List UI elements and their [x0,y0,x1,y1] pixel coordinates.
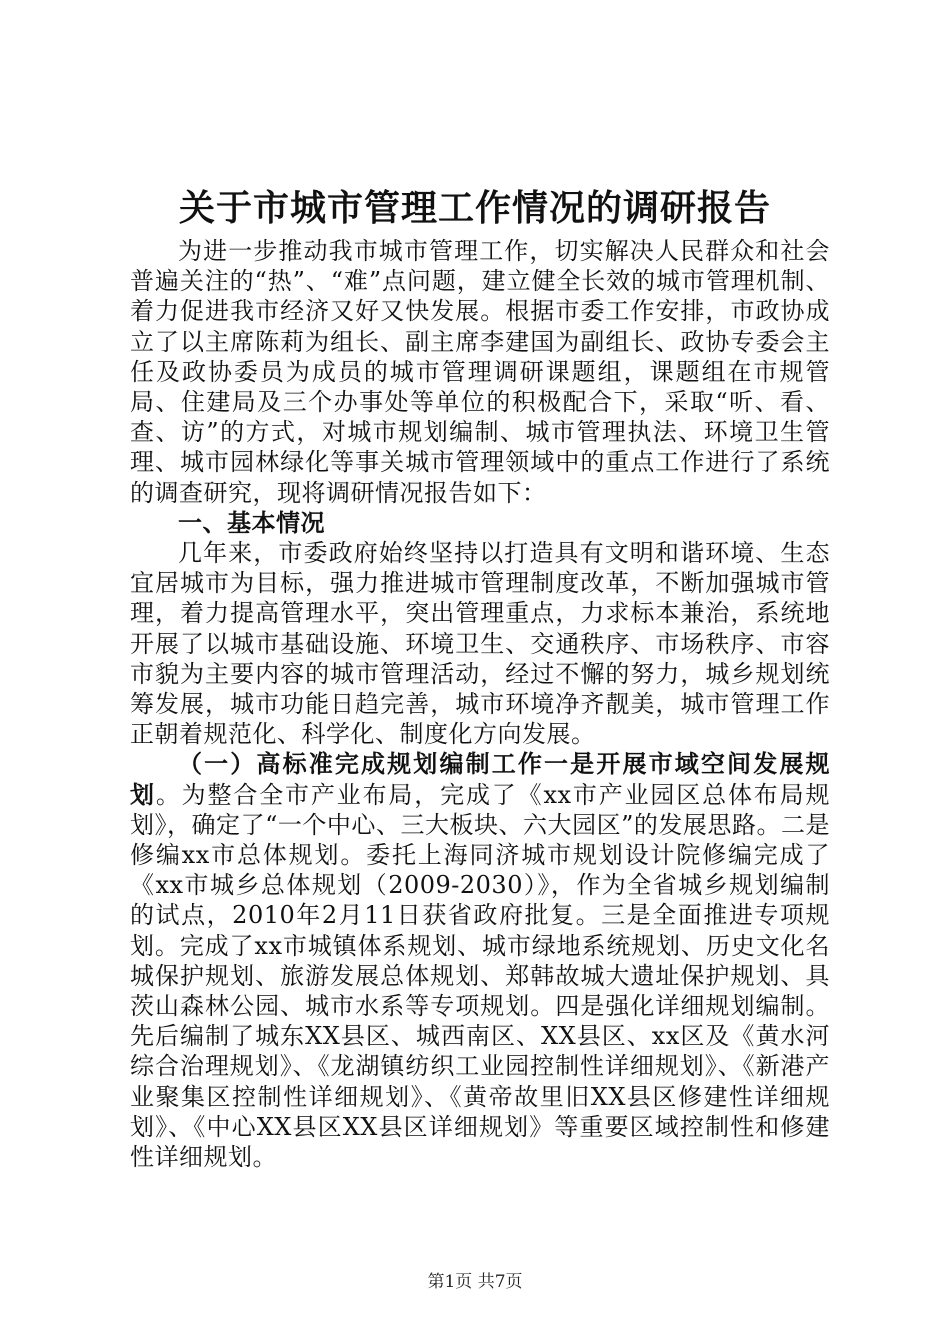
intro-paragraph: 为进一步推动我市城市管理工作，切实解决人民群众和社会普遍关注的“热”、“难”点问题，建立健全长效的城市管理机制、着力促进我市经济又好又快发展。根据市委工作安排，市政协成立了以主席陈莉为组长、副主席李建国为副组长、政协专委会主任及政协委员为成员的城市管理调研课题组，课题组在市规管局、住建局及三个办事处等单位的积极配合下，采取“听、看、查、访”的方式，对城市规划编制、城市管理执法、环境卫生管理、城市园林绿化等事关城市管理领域中的重点工作进行了系统的调查研究，现将调研情况报告如下： [130,237,830,507]
page-number-footer: 第1页 共7页 [427,1272,523,1292]
section-heading-basic-situation: 一、基本情况 [178,507,325,537]
page-title: 关于市城市管理工作情况的调研报告 [178,187,771,229]
subsection-heading-planning: （一）高标准完成规划编制工作一是开展市域空间发展规划 [130,749,830,809]
subsection-text-planning: 。为整合全市产业布局，完成了《xx市产业园区总体布局规划》，确定了“一个中心、三大板块、六大园区”的发展思路。二是修编xx市总体规划。委托上海同济城市规划设计院修编完成了《xx市城乡总体规划（2009-2030）》，作为全省城乡规划编制的试点，2010年2月11日获省政府批复。三是全面推进专项规划。完成了xx市城镇体系规划、城市绿地系统规划、历史文化名城保护规划、旅游发展总体规划、郑韩故城大遗址保护规划、具茨山森林公园、城市水系等专项规划。四是强化详细规划编制。先后编制了城东XX县区、城西南区、XX县区、xx区及《黄水河综合治理规划》、《龙湖镇纺织工业园控制性详细规划》、《新港产业聚集区控制性详细规划》、《黄帝故里旧XX县区修建性详细规划》、《中心XX县区XX县区详细规划》等重要区域控制性和修建性详细规划。 [130,780,830,1172]
document-body [130,236,830,1172]
section-paragraph-basic-situation: 几年来，市委政府始终坚持以打造具有文明和谐环境、生态宜居城市为目标，强力推进城市管理制度改革，不断加强城市管理，着力提高管理水平，突出管理重点，力求标本兼治，系统地开展了以城市基础设施、环境卫生、交通秩序、市场秩序、市容市貌为主要内容的城市管理活动，经过不懈的努力，城乡规划统筹发展，城市功能日趋完善，城市环境净齐靓美，城市管理工作正朝着规范化、科学化、制度化方向发展。 [130,539,830,749]
subsection-paragraph-planning [130,749,830,1172]
